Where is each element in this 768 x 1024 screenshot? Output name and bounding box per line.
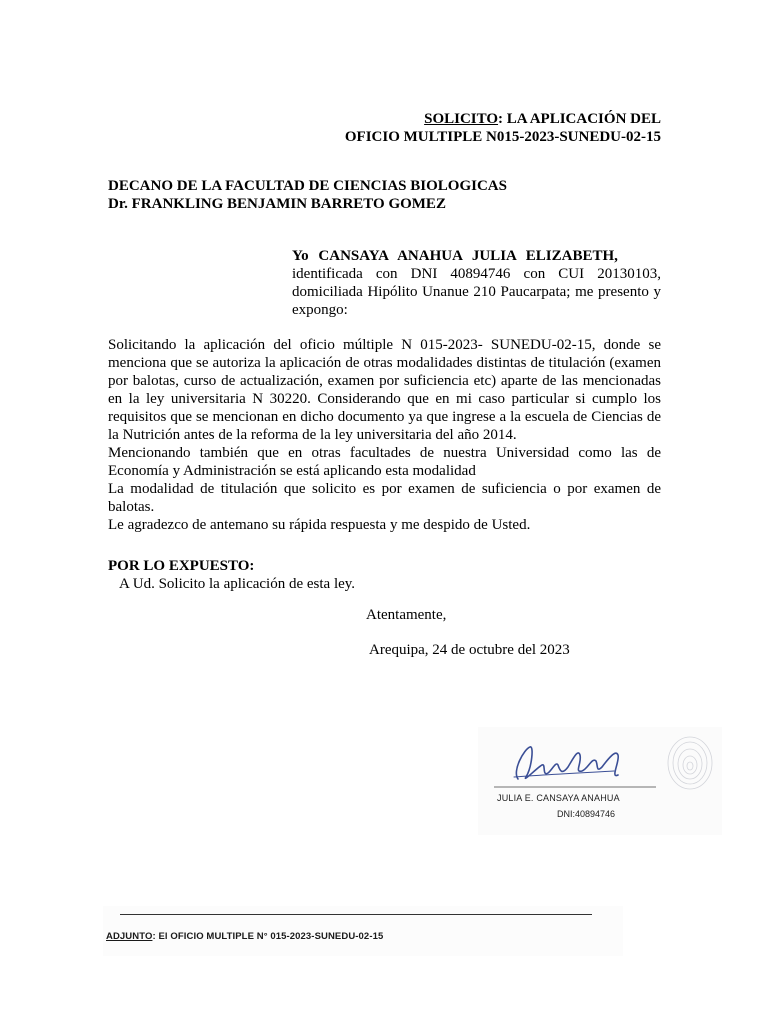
attachment-text: : El OFICIO MULTIPLE N° 015-2023-SUNEDU-02-15 — [152, 931, 384, 942]
attachment-divider — [120, 914, 592, 915]
attachment-footer — [103, 906, 623, 956]
body-paragraph-2: Mencionando también que en otras facultades de nuestra Universidad como las de Economía y Administración se está aplicando esta modalidad — [108, 445, 661, 479]
solicito-subject-line2: OFICIO MULTIPLE N015-2023-SUNEDU-02-15 — [344, 129, 661, 145]
por-lo-expuesto-title: POR LO EXPUESTO: — [108, 558, 255, 574]
signature-block — [478, 727, 722, 835]
attachment-label: ADJUNTO — [106, 931, 153, 942]
place-and-date: Arequipa, 24 de octubre del 2023 — [369, 642, 570, 658]
body-paragraph-3: La modalidad de titulación que solicito es por examen de suficiencia o por examen de balotas. — [108, 481, 661, 515]
letter-body — [108, 336, 661, 534]
por-lo-expuesto-line: A Ud. Solicito la aplicación de esta ley. — [119, 576, 356, 592]
intro-paragraph — [292, 247, 661, 319]
por-lo-expuesto-block — [108, 557, 355, 593]
addressee-block — [108, 177, 507, 213]
solicito-subject-text: : LA APLICACIÓN DEL — [498, 111, 661, 127]
solicito-label: SOLICITO — [424, 111, 499, 127]
signature-dni: DNI:40894746 — [557, 809, 616, 819]
request-subject — [345, 110, 661, 146]
addressee-name: Dr. FRANKLING BENJAMIN BARRETO GOMEZ — [108, 196, 446, 212]
applicant-name: Yo CANSAYA ANAHUA JULIA ELIZABETH, — [292, 248, 618, 264]
closing-salutation: Atentamente, — [366, 607, 447, 623]
addressee-title: DECANO DE LA FACULTAD DE CIENCIAS BIOLOGICAS — [108, 178, 507, 194]
applicant-details: identificada con DNI 40894746 con CUI 20130103, domiciliada Hipólito Unanue 210 Paucarpata; me presento y expongo: — [292, 266, 661, 318]
signature-name: JULIA E. CANSAYA ANAHUA — [497, 793, 620, 803]
attachment-line — [106, 931, 383, 942]
body-paragraph-1: Solicitando la aplicación del oficio múltiple N 015-2023- SUNEDU-02-15, donde se menciona que se autoriza la aplicación de otras modalidades distintas de titulación (examen por balotas, curso de actualización, examen por suficiencia etc) aparte de las mencionadas en la ley universitaria N 30220. Considerando que en mi caso particular si cumplo los requisitos que se mencionan en dicho documento ya que ingrese a la escuela de Ciencias de la Nutrición antes de la reforma de la ley universitaria del año 2014. — [108, 337, 661, 443]
body-paragraph-4: Le agradezco de antemano su rápida respuesta y me despido de Usted. — [108, 517, 531, 533]
